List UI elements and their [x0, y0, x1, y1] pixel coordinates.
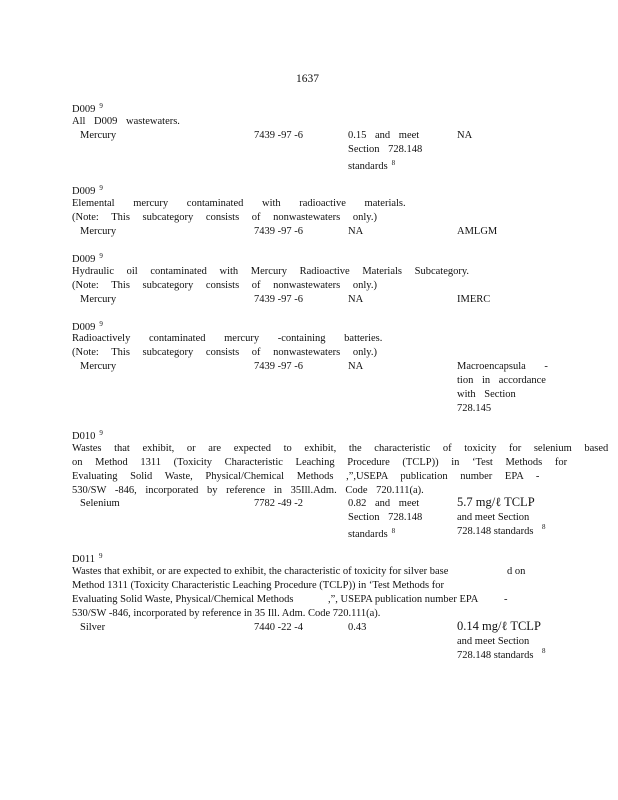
cas-number: 7440 -22 -4 [254, 622, 303, 633]
concentration-line: Section 728.148 [348, 144, 423, 155]
description-line: ,”, USEPA publication number EPA [328, 594, 479, 605]
page-number: 1637 [296, 73, 319, 85]
waste-code: D009 $^9$ [72, 102, 103, 115]
technology-standard: NA [457, 130, 473, 141]
cas-number: 7439 -97 -6 [254, 361, 303, 372]
technology-standard: 728.148 standards [457, 526, 534, 537]
description-line: (Note: This subcategory consists of nonwastewaters only.) [72, 212, 377, 223]
description-line: Evaluating Solid Waste, Physical/Chemical Methods ,”,USEPA publication number EPA - [72, 471, 540, 482]
footnote-marker: 8 [542, 647, 546, 655]
description-line: Wastes that exhibit, or are expected to exhibit, the characteristic of toxicity for silver base [72, 566, 449, 577]
waste-code: D010 $^9$ [72, 429, 103, 442]
description-line: 530/SW -846, incorporated by reference in 35 Ill. Adm. Code 720.111(a). [72, 608, 381, 619]
technology-standard: AMLGM [457, 226, 498, 237]
technology-standard: 728.148 standards [457, 650, 534, 661]
technology-standard: and meet Section [457, 512, 530, 523]
concentration-line: 0.43 [348, 622, 367, 633]
description-line: - [504, 594, 508, 605]
footnote-marker: 8 [542, 523, 546, 531]
concentration-line: 0.15 and meet [348, 130, 420, 141]
technology-standard: IMERC [457, 294, 491, 305]
description-line: Elemental mercury contaminated with radioactive materials. [72, 198, 406, 209]
cas-number: 7439 -97 -6 [254, 294, 303, 305]
concentration-line: 0.82 and meet [348, 498, 420, 509]
constituent: Silver [80, 622, 106, 633]
waste-code: D011 $^9$ [72, 552, 103, 565]
technology-standard: 728.145 [457, 403, 492, 414]
constituent: Mercury [80, 294, 117, 305]
technology-standard: 5.7 mg/ℓ TCLP [457, 495, 535, 509]
description-line: Radioactively contaminated mercury -containing batteries. [72, 333, 383, 344]
waste-code: D009 $^9$ [72, 252, 103, 265]
concentration-line: NA [348, 226, 364, 237]
description-line: (Note: This subcategory consists of nonwastewaters only.) [72, 347, 377, 358]
technology-standard: with Section [457, 389, 516, 400]
technology-standard: and meet Section [457, 636, 530, 647]
constituent: Mercury [80, 361, 117, 372]
technology-standard: 0.14 mg/ℓ TCLP [457, 619, 541, 633]
description-line: d on [507, 566, 526, 577]
waste-code: D009 $^9$ [72, 320, 103, 333]
description-line: Hydraulic oil contaminated with Mercury Radioactive Materials Subcategory. [72, 266, 470, 277]
concentration-line: standards $^8$ [348, 159, 396, 172]
waste-code: D009 $^9$ [72, 184, 103, 197]
concentration-line: Section 728.148 [348, 512, 423, 523]
concentration-line: standards $^8$ [348, 527, 396, 540]
constituent: Mercury [80, 130, 117, 141]
description-line: Method 1311 (Toxicity Characteristic Leaching Procedure (TCLP)) in ‘Test Methods for [72, 580, 444, 591]
cas-number: 7439 -97 -6 [254, 130, 303, 141]
constituent: Selenium [80, 498, 120, 509]
concentration-line: NA [348, 361, 364, 372]
description-line: on Method 1311 (Toxicity Characteristic Leaching Procedure (TCLP)) in ‘Test Methods for [72, 457, 568, 468]
concentration-line: NA [348, 294, 364, 305]
description-line: Evaluating Solid Waste, Physical/Chemical Methods [72, 594, 294, 605]
description-line: Wastes that exhibit, or are expected to exhibit, the characteristic of toxicity for selenium based [72, 443, 609, 454]
technology-standard: Macroencapsula - [457, 361, 548, 372]
description-line: 530/SW -846, incorporated by reference in 35Ill.Adm. Code 720.111(a). [72, 485, 424, 496]
description-line: (Note: This subcategory consists of nonwastewaters only.) [72, 280, 377, 291]
constituent: Mercury [80, 226, 117, 237]
description-line: All D009 wastewaters. [72, 116, 180, 127]
cas-number: 7782 -49 -2 [254, 498, 303, 509]
cas-number: 7439 -97 -6 [254, 226, 303, 237]
technology-standard: tion in accordance [457, 375, 546, 386]
